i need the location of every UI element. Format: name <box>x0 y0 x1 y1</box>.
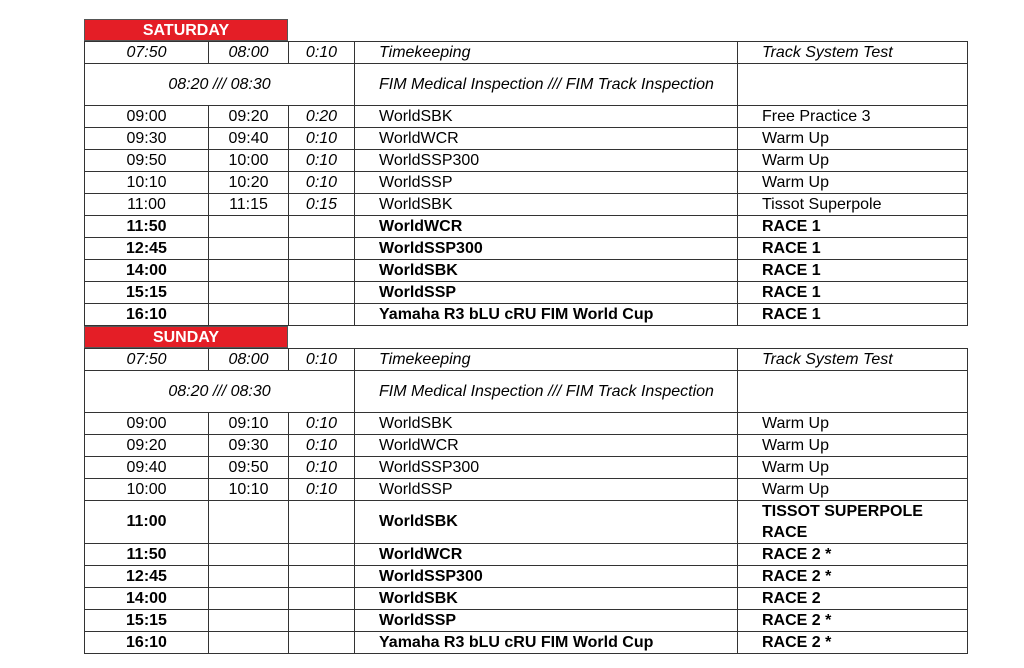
class-cell: WorldWCR <box>355 216 738 238</box>
start-time-cell: 09:20 <box>85 435 209 457</box>
class-cell: FIM Medical Inspection /// FIM Track Inspection <box>355 371 738 413</box>
class-cell: WorldSBK <box>355 588 738 610</box>
duration-cell: 0:10 <box>289 457 355 479</box>
session-cell: Track System Test <box>738 42 968 64</box>
end-time-cell <box>209 238 289 260</box>
session-cell: Warm Up <box>738 435 968 457</box>
schedule-row <box>85 172 968 194</box>
start-time-cell: 10:10 <box>85 172 209 194</box>
class-cell: WorldSSP300 <box>355 150 738 172</box>
end-time-cell: 09:10 <box>209 413 289 435</box>
duration-cell <box>289 632 355 654</box>
class-cell: FIM Medical Inspection /// FIM Track Inspection <box>355 64 738 106</box>
schedule-row <box>85 216 968 238</box>
end-time-cell: 08:00 <box>209 349 289 371</box>
class-cell: WorldSSP300 <box>355 238 738 260</box>
end-time-cell <box>209 566 289 588</box>
day-label: SATURDAY <box>84 19 288 41</box>
class-cell: WorldSSP <box>355 610 738 632</box>
schedule-row <box>85 64 968 106</box>
schedule-row <box>85 282 968 304</box>
end-time-cell: 09:20 <box>209 106 289 128</box>
class-cell: WorldSSP300 <box>355 457 738 479</box>
session-cell: Warm Up <box>738 128 968 150</box>
class-cell: WorldSSP <box>355 479 738 501</box>
start-time-cell: 11:00 <box>85 501 209 544</box>
start-time-cell: 15:15 <box>85 282 209 304</box>
duration-cell: 0:15 <box>289 194 355 216</box>
duration-cell <box>289 501 355 544</box>
duration-cell: 0:20 <box>289 106 355 128</box>
end-time-cell <box>209 632 289 654</box>
end-time-cell: 09:40 <box>209 128 289 150</box>
end-time-cell <box>209 260 289 282</box>
end-time-cell <box>209 304 289 326</box>
session-cell: RACE 2 * <box>738 632 968 654</box>
session-cell: RACE 2 <box>738 588 968 610</box>
class-cell: WorldSSP <box>355 282 738 304</box>
class-cell: WorldSBK <box>355 413 738 435</box>
duration-cell: 0:10 <box>289 172 355 194</box>
schedule-row <box>85 128 968 150</box>
duration-cell: 0:10 <box>289 435 355 457</box>
end-time-cell <box>209 610 289 632</box>
class-cell: WorldSBK <box>355 106 738 128</box>
class-cell: WorldWCR <box>355 128 738 150</box>
schedule-row <box>85 106 968 128</box>
session-cell <box>738 371 968 413</box>
duration-cell <box>289 544 355 566</box>
schedule-row <box>85 479 968 501</box>
schedule-row <box>85 42 968 64</box>
start-time-cell: 12:45 <box>85 566 209 588</box>
schedule-row <box>85 304 968 326</box>
end-time-cell: 10:20 <box>209 172 289 194</box>
end-time-cell <box>209 544 289 566</box>
schedule-row <box>85 566 968 588</box>
session-cell: RACE 2 * <box>738 544 968 566</box>
schedule-table <box>84 41 968 326</box>
start-time-cell: 11:50 <box>85 544 209 566</box>
session-cell: Free Practice 3 <box>738 106 968 128</box>
session-cell: Warm Up <box>738 150 968 172</box>
schedule-row <box>85 150 968 172</box>
schedule-row <box>85 349 968 371</box>
duration-cell: 0:10 <box>289 150 355 172</box>
class-cell: WorldSSP <box>355 172 738 194</box>
session-cell: TISSOT SUPERPOLE RACE <box>738 501 968 544</box>
duration-cell <box>289 216 355 238</box>
end-time-cell <box>209 216 289 238</box>
session-cell: RACE 2 * <box>738 610 968 632</box>
time-range-cell: 08:20 /// 08:30 <box>85 371 355 413</box>
session-cell: Track System Test <box>738 349 968 371</box>
end-time-cell: 10:00 <box>209 150 289 172</box>
end-time-cell: 10:10 <box>209 479 289 501</box>
duration-cell: 0:10 <box>289 42 355 64</box>
start-time-cell: 11:00 <box>85 194 209 216</box>
schedule-row <box>85 544 968 566</box>
class-cell: WorldSSP300 <box>355 566 738 588</box>
class-cell: Yamaha R3 bLU cRU FIM World Cup <box>355 632 738 654</box>
schedule-row <box>85 435 968 457</box>
start-time-cell: 09:00 <box>85 413 209 435</box>
schedule-row <box>85 413 968 435</box>
end-time-cell: 09:50 <box>209 457 289 479</box>
schedule-row <box>85 457 968 479</box>
end-time-cell <box>209 501 289 544</box>
session-cell: RACE 1 <box>738 238 968 260</box>
start-time-cell: 09:50 <box>85 150 209 172</box>
session-cell: RACE 1 <box>738 304 968 326</box>
schedule-row <box>85 260 968 282</box>
schedule-row <box>85 238 968 260</box>
duration-cell <box>289 260 355 282</box>
session-cell: Warm Up <box>738 172 968 194</box>
class-cell: WorldSBK <box>355 194 738 216</box>
schedule-row <box>85 371 968 413</box>
duration-cell: 0:10 <box>289 479 355 501</box>
session-cell: RACE 1 <box>738 282 968 304</box>
session-cell: RACE 1 <box>738 260 968 282</box>
start-time-cell: 16:10 <box>85 304 209 326</box>
start-time-cell: 10:00 <box>85 479 209 501</box>
start-time-cell: 14:00 <box>85 588 209 610</box>
schedule-row <box>85 588 968 610</box>
class-cell: Timekeeping <box>355 42 738 64</box>
start-time-cell: 07:50 <box>85 42 209 64</box>
start-time-cell: 16:10 <box>85 632 209 654</box>
class-cell: WorldSBK <box>355 501 738 544</box>
session-cell: Warm Up <box>738 457 968 479</box>
start-time-cell: 11:50 <box>85 216 209 238</box>
session-cell: RACE 1 <box>738 216 968 238</box>
duration-cell: 0:10 <box>289 128 355 150</box>
class-cell: Yamaha R3 bLU cRU FIM World Cup <box>355 304 738 326</box>
session-cell <box>738 64 968 106</box>
day-label: SUNDAY <box>84 326 288 348</box>
start-time-cell: 09:30 <box>85 128 209 150</box>
day-header <box>84 19 968 41</box>
end-time-cell <box>209 588 289 610</box>
end-time-cell: 09:30 <box>209 435 289 457</box>
class-cell: WorldWCR <box>355 544 738 566</box>
start-time-cell: 12:45 <box>85 238 209 260</box>
session-cell: RACE 2 * <box>738 566 968 588</box>
start-time-cell: 09:40 <box>85 457 209 479</box>
session-cell: Warm Up <box>738 413 968 435</box>
day-header <box>84 326 968 348</box>
class-cell: WorldSBK <box>355 260 738 282</box>
schedule-row <box>85 610 968 632</box>
duration-cell: 0:10 <box>289 413 355 435</box>
start-time-cell: 14:00 <box>85 260 209 282</box>
start-time-cell: 07:50 <box>85 349 209 371</box>
duration-cell: 0:10 <box>289 349 355 371</box>
duration-cell <box>289 588 355 610</box>
schedule-row <box>85 194 968 216</box>
start-time-cell: 09:00 <box>85 106 209 128</box>
end-time-cell <box>209 282 289 304</box>
schedule-table <box>84 348 968 654</box>
end-time-cell: 11:15 <box>209 194 289 216</box>
schedule-row <box>85 632 968 654</box>
schedule <box>84 19 968 654</box>
end-time-cell: 08:00 <box>209 42 289 64</box>
duration-cell <box>289 238 355 260</box>
duration-cell <box>289 282 355 304</box>
time-range-cell: 08:20 /// 08:30 <box>85 64 355 106</box>
duration-cell <box>289 566 355 588</box>
start-time-cell: 15:15 <box>85 610 209 632</box>
session-cell: Tissot Superpole <box>738 194 968 216</box>
schedule-row <box>85 501 968 544</box>
session-cell: Warm Up <box>738 479 968 501</box>
duration-cell <box>289 304 355 326</box>
duration-cell <box>289 610 355 632</box>
class-cell: Timekeeping <box>355 349 738 371</box>
class-cell: WorldWCR <box>355 435 738 457</box>
